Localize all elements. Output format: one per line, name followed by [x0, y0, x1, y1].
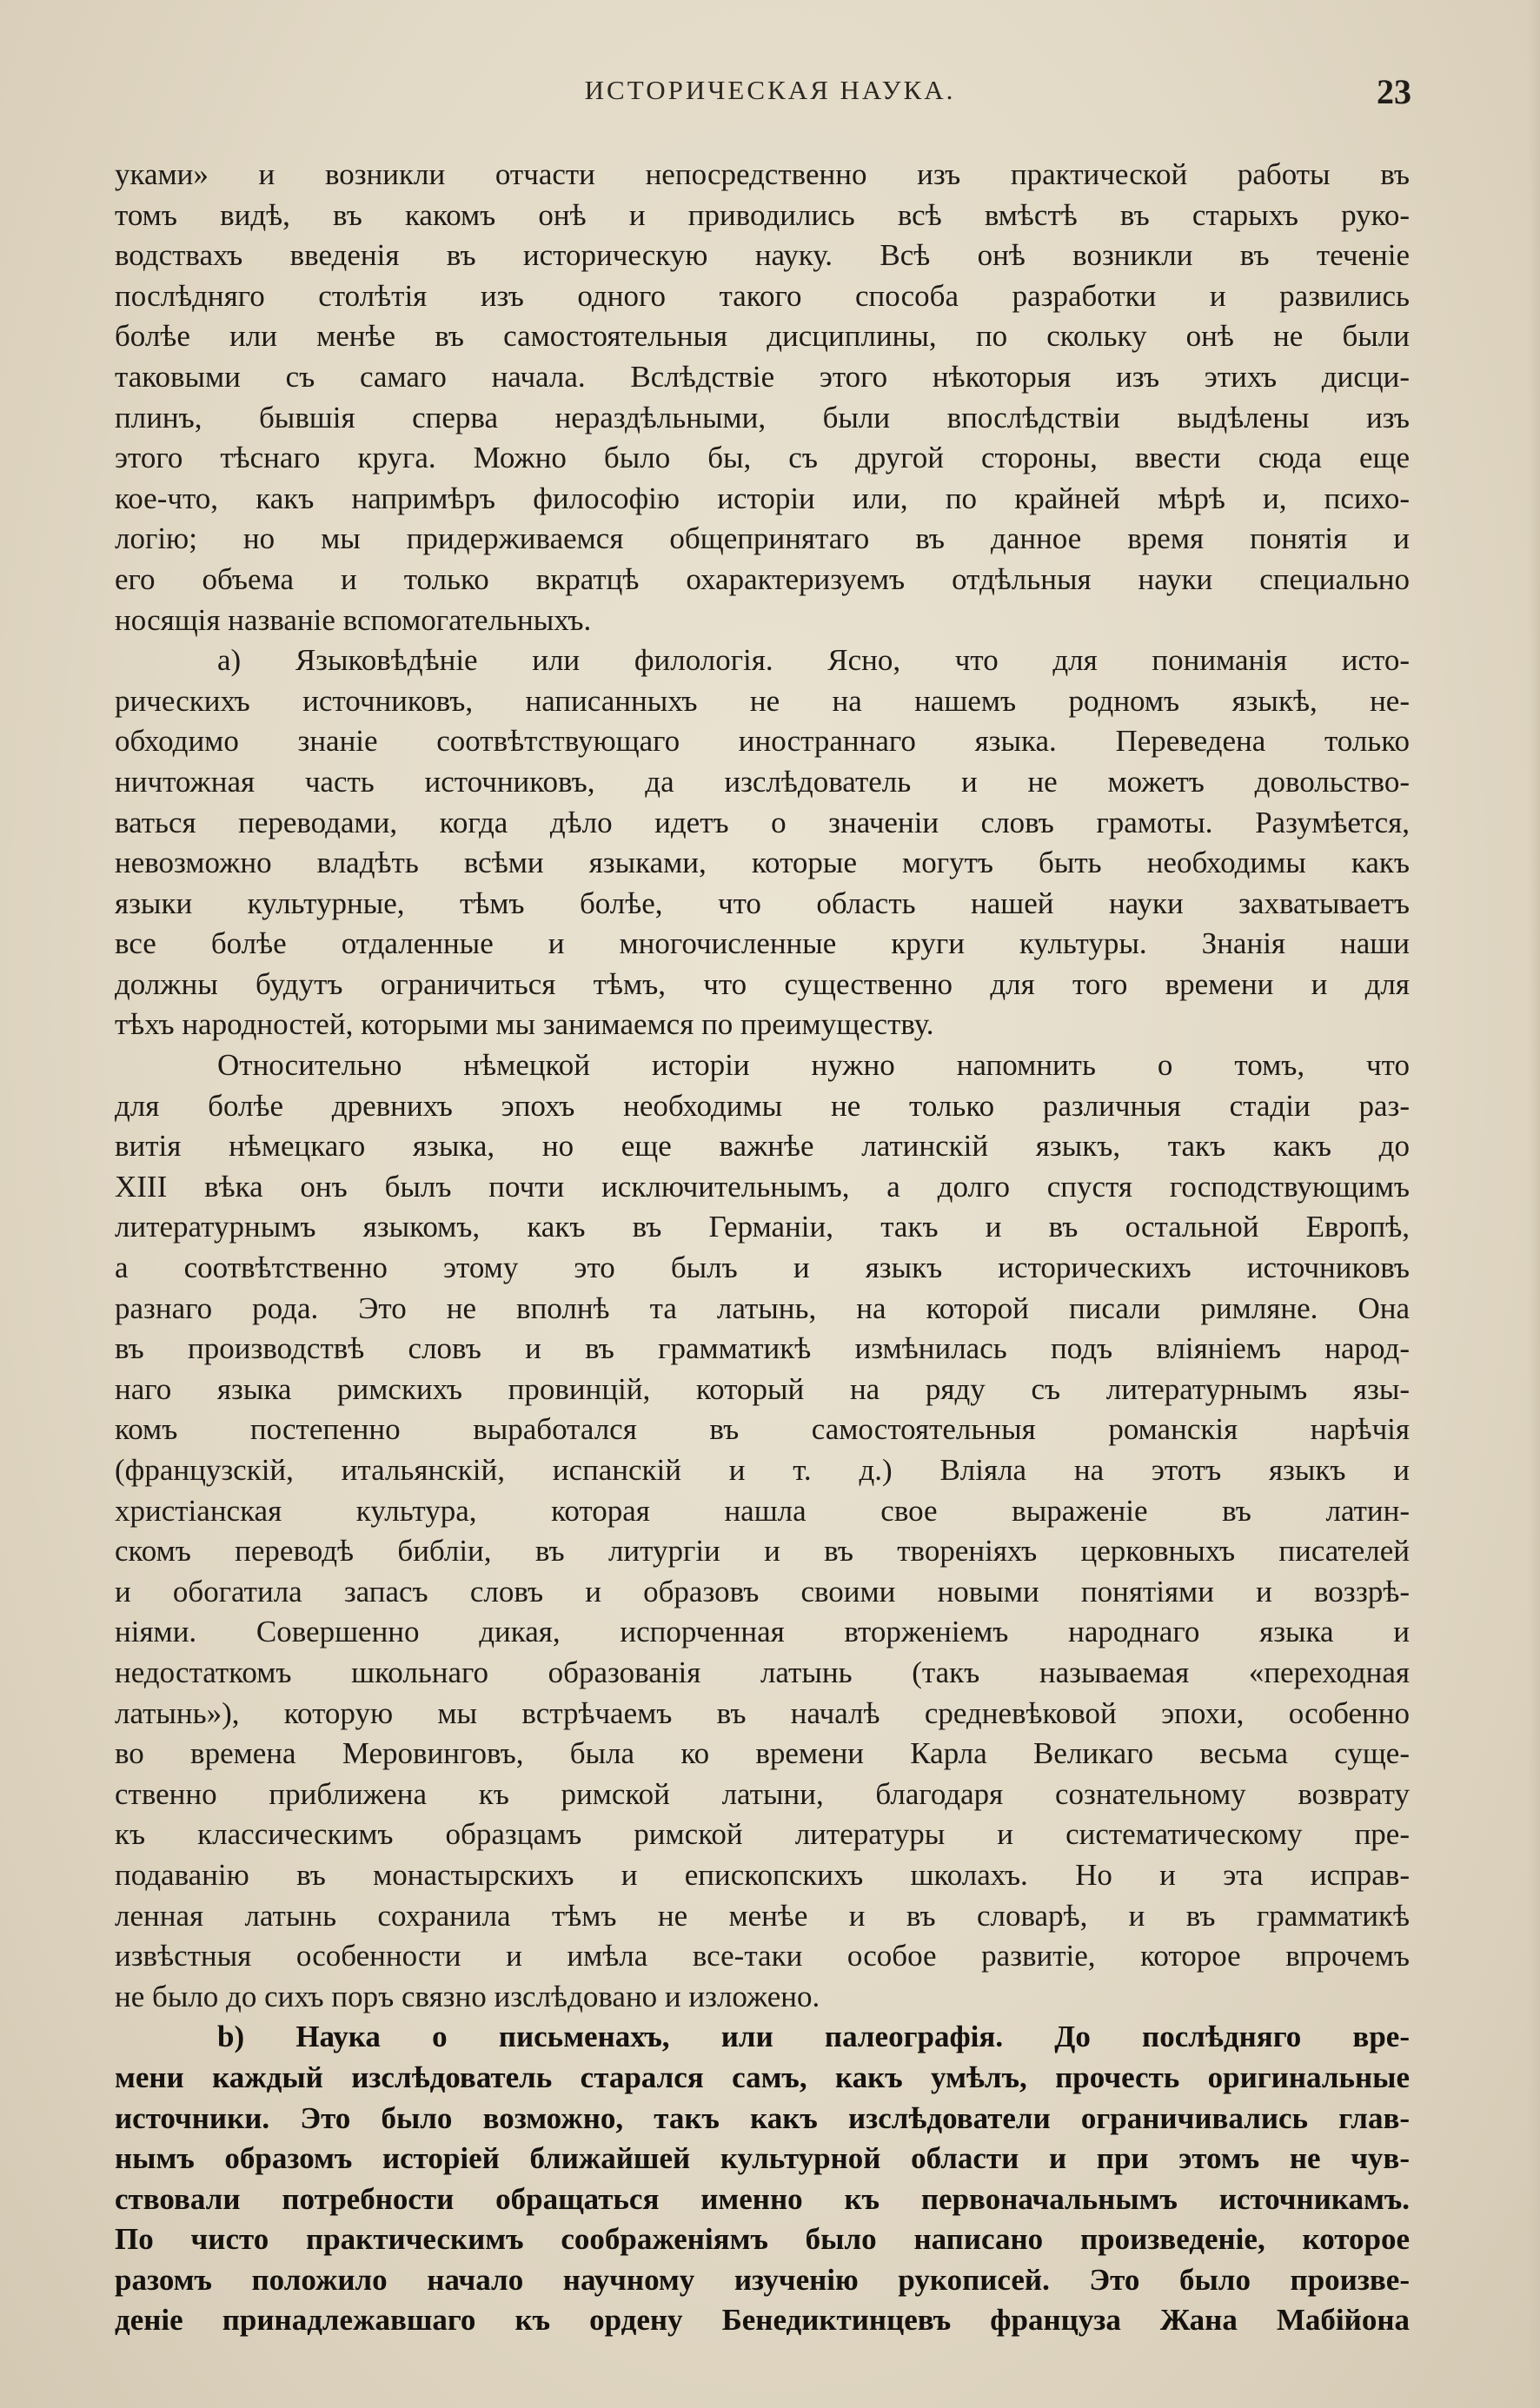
text-line: ніями. Совершенно дикая, испорченная вторженіемъ народнаго языка и: [115, 1615, 1410, 1649]
text-line: логію; но мы придерживаемся общепринятаго въ данное время понятія и: [115, 521, 1410, 556]
text-line: для болѣе древнихъ эпохъ необходимы не только различныя стадіи раз-: [115, 1088, 1410, 1123]
text-line: носящія названіе вспомогательныхъ.: [115, 602, 592, 637]
text-line: томъ видѣ, въ какомъ онѣ и приводились всѣ вмѣстѣ въ старыхъ руко-: [115, 197, 1410, 232]
text-line: скомъ переводѣ библіи, въ литургіи и въ твореніяхъ церковныхъ писателей: [115, 1534, 1410, 1569]
text-line: а) Языковѣдѣніе или филологія. Ясно, что для пониманія исто-: [217, 643, 1410, 678]
text-line: извѣстныя особенности и имѣла все-таки особое развитіе, которое впрочемъ: [115, 1939, 1410, 1973]
text-line: ленная латынь сохранила тѣмъ не менѣе и въ словарѣ, и въ грамматикѣ: [115, 1898, 1410, 1933]
text-line: мени каждый изслѣдователь старался самъ, какъ умѣлъ, прочесть оригинальные: [115, 2060, 1410, 2094]
text-line: плинъ, бывшія сперва нераздѣльными, были впослѣдствіи выдѣлены изъ: [115, 400, 1410, 435]
text-line: комъ постепенно выработался въ самостоятельныя романскія нарѣчія: [115, 1412, 1410, 1447]
text-line: XIII вѣка онъ былъ почти исключительнымъ, а долго спустя господствующимъ: [115, 1169, 1410, 1204]
text-line: разомъ положило начало научному изученію рукописей. Это было произве-: [115, 2262, 1410, 2297]
text-line: источники. Это было возможно, такъ какъ изслѣдователи ограничивались глав-: [115, 2100, 1410, 2135]
text-line: все болѣе отдаленные и многочисленные круги культуры. Знанія наши: [115, 926, 1410, 961]
page-number: 23: [1377, 72, 1411, 111]
text-line: обходимо знаніе соотвѣтствующаго иностраннаго языка. Переведена только: [115, 724, 1410, 759]
text-line: (французскій, итальянскій, испанскій и т. д.) Вліяла на этотъ языкъ и: [115, 1453, 1410, 1487]
page-edge-shadow: [1528, 0, 1540, 2408]
text-line: водствахъ введенія въ историческую науку. Всѣ онѣ возникли въ теченіе: [115, 238, 1410, 273]
text-line: деніе принадлежавшаго къ ордену Бенедиктинцевъ француза Жана Мабійона: [115, 2303, 1410, 2338]
text-line: разнаго рода. Это не вполнѣ та латынь, на которой писали римляне. Она: [115, 1290, 1410, 1325]
text-line: Относительно нѣмецкой исторіи нужно напомнить о томъ, что: [217, 1048, 1410, 1083]
text-line: ничтожная часть источниковъ, да изслѣдователь и не можетъ довольство-: [115, 764, 1410, 799]
text-line: По чисто практическимъ соображеніямъ было написано произведеніе, которое: [115, 2222, 1410, 2257]
text-line: должны будутъ ограничиться тѣмъ, что существенно для того времени и для: [115, 966, 1410, 1001]
text-line: послѣдняго столѣтія изъ одного такого способа разработки и развились: [115, 278, 1410, 313]
text-line: не было до сихъ поръ связно изслѣдовано и изложено.: [115, 1979, 820, 2013]
text-line: нымъ образомъ исторіей ближайшей культурной области и при этомъ не чув-: [115, 2141, 1410, 2176]
text-line: ствовали потребности обращаться именно къ первоначальнымъ источникамъ.: [115, 2181, 1410, 2216]
text-line: во времена Меровинговъ, была ко времени Карла Великаго весьма суще-: [115, 1736, 1410, 1771]
text-line: рическихъ источниковъ, написанныхъ не на нашемъ родномъ языкѣ, не-: [115, 683, 1410, 718]
text-line: таковыми съ самаго начала. Вслѣдствіе этого нѣкоторыя изъ этихъ дисци-: [115, 359, 1410, 394]
text-line: ваться переводами, когда дѣло идетъ о значеніи словъ грамоты. Разумѣется,: [115, 805, 1410, 839]
text-line: наго языка римскихъ провинцій, который на ряду съ литературнымъ язы-: [115, 1371, 1410, 1406]
running-title: ИСТОРИЧЕСКАЯ НАУКА.: [584, 75, 956, 105]
text-line: недостаткомъ школьнаго образованія латынь (такъ называемая «переходная: [115, 1655, 1410, 1689]
text-line: b) Наука о письменахъ, или палеографія. До послѣдняго вре-: [217, 2020, 1410, 2054]
text-line: литературнымъ языкомъ, какъ въ Германіи, такъ и въ остальной Европѣ,: [115, 1210, 1410, 1244]
text-line: уками» и возникли отчасти непосредственно изъ практической работы въ: [115, 157, 1410, 191]
text-line: латынь»), которую мы встрѣчаемъ въ началѣ средневѣковой эпохи, особенно: [115, 1695, 1410, 1730]
text-line: языки культурные, тѣмъ болѣе, что область нашей науки захватываетъ: [115, 886, 1410, 920]
text-line: ственно приближена къ римской латыни, благодаря сознательному возврату: [115, 1776, 1410, 1811]
text-line: къ классическимъ образцамъ римской литературы и систематическому пре-: [115, 1817, 1410, 1852]
text-line: христіанская культура, которая нашла свое выраженіе въ латин-: [115, 1493, 1410, 1528]
text-line: въ производствѣ словъ и въ грамматикѣ измѣнилась подъ вліяніемъ народ-: [115, 1331, 1410, 1366]
text-line: невозможно владѣть всѣми языками, которые могутъ быть необходимы какъ: [115, 846, 1410, 880]
text-line: его объема и только вкратцѣ охарактеризуемъ отдѣльныя науки специально: [115, 561, 1410, 596]
text-line: болѣе или менѣе въ самостоятельныя дисциплины, по скольку онѣ не были: [115, 319, 1410, 354]
page-header: [0, 71, 1540, 115]
text-line: и обогатила запасъ словъ и образовъ своими новыми понятіями и воззрѣ-: [115, 1574, 1410, 1609]
text-line: а соотвѣтственно этому это былъ и языкъ историческихъ источниковъ: [115, 1250, 1410, 1285]
text-line: кое-что, какъ напримѣръ философію исторіи или, по крайней мѣрѣ и, психо-: [115, 481, 1410, 515]
text-line: подаванію въ монастырскихъ и епископскихъ школахъ. Но и эта исправ-: [115, 1857, 1410, 1892]
text-line: этого тѣснаго круга. Можно было бы, съ другой стороны, ввести сюда еще: [115, 441, 1410, 475]
text-line: тѣхъ народностей, которыми мы занимаемся по преимуществу.: [115, 1007, 934, 1042]
body-text: [115, 155, 1410, 2341]
text-line: витія нѣмецкаго языка, но еще важнѣе латинскій языкъ, такъ какъ до: [115, 1129, 1410, 1164]
